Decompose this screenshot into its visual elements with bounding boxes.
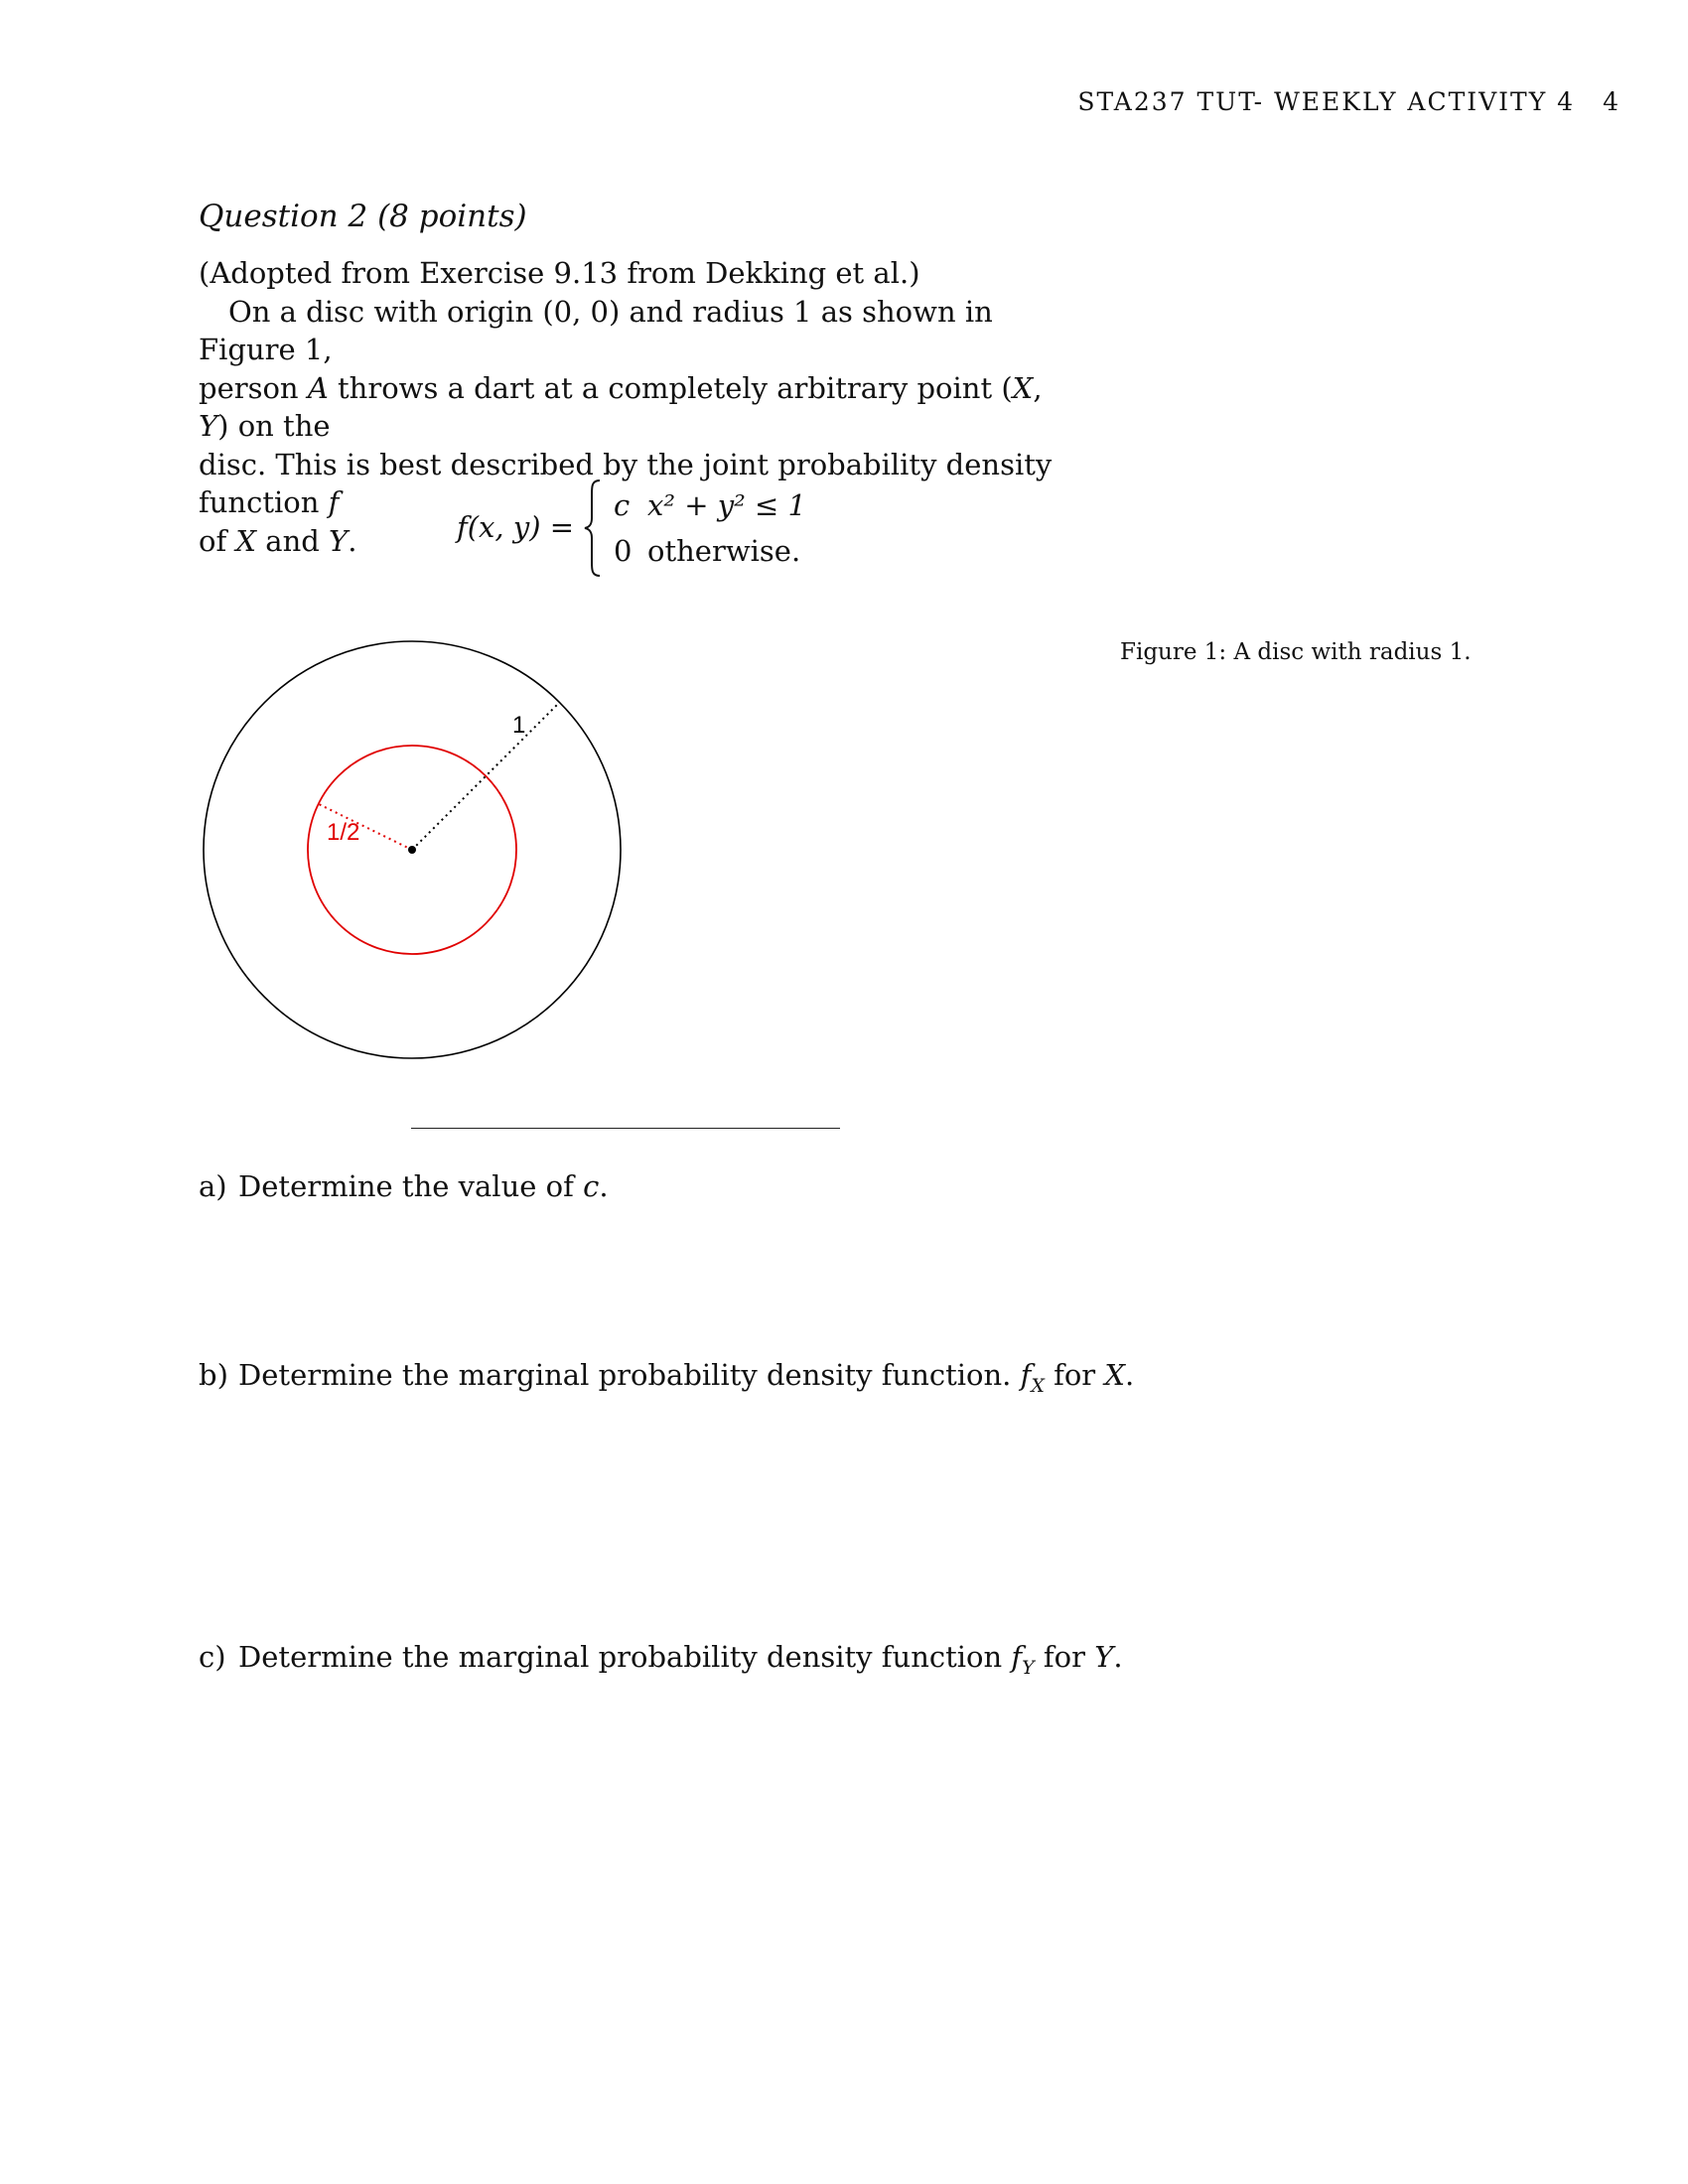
part-a-var: c (583, 1169, 600, 1203)
part-c (199, 1640, 1123, 1679)
case1-condition: x² + y² ≤ 1 (647, 488, 806, 522)
part-c-sub: Y (1022, 1656, 1035, 1679)
inner-radius-label: 1/2 (327, 819, 360, 846)
part-c-mid: for (1034, 1640, 1095, 1674)
part-b-label: b) (199, 1358, 228, 1392)
part-a (199, 1169, 609, 1203)
course-title: STA237 TUT- WEEKLY ACTIVITY 4 (1077, 87, 1576, 116)
part-b (199, 1358, 1134, 1397)
comma: , (1033, 370, 1043, 405)
part-c-label: c) (199, 1640, 226, 1674)
part-b-mid: for (1044, 1358, 1105, 1392)
part-b-end: . (1125, 1358, 1135, 1392)
question-text-s2a: person (199, 370, 308, 405)
origin-dot (408, 846, 416, 854)
page-number: 4 (1603, 87, 1618, 116)
pdf-formula (457, 477, 814, 581)
part-b-sub: X (1031, 1374, 1045, 1397)
part-b-text: Determine the marginal probability density function. (238, 1358, 1021, 1392)
question-text-s2b: throws a dart at a completely arbitrary point ( (328, 370, 1013, 405)
question-sentence-2 (199, 369, 1053, 446)
var-f: f (328, 485, 340, 519)
var-x: X (1012, 370, 1034, 405)
case2-condition: otherwise. (647, 534, 801, 568)
formula-lhs: f(x, y) = (457, 510, 575, 544)
question-text-s3a: disc. This is best described by the joint probability density function (199, 447, 1053, 519)
question-sentence-1 (199, 293, 1053, 369)
outer-radius-label: 1 (512, 712, 526, 739)
case1-value: c (614, 488, 631, 522)
part-c-fn: f (1011, 1640, 1023, 1674)
left-brace-icon (582, 478, 604, 578)
question-text-s4b: and (256, 523, 330, 558)
figure-caption: Figure 1: A disc with radius 1. (1120, 639, 1472, 665)
part-b-fn: f (1020, 1358, 1032, 1392)
question-text-s4c: . (348, 523, 357, 558)
part-c-text: Determine the marginal probability density function (238, 1640, 1012, 1674)
divider-line (411, 1128, 840, 1129)
part-a-label: a) (199, 1169, 227, 1203)
part-b-var: X (1104, 1358, 1126, 1392)
page-header (1053, 87, 1618, 116)
part-a-text: Determine the value of (238, 1169, 584, 1203)
var-a: A (307, 370, 329, 405)
var-y: Y (199, 409, 218, 443)
case2-value: 0 (614, 534, 633, 568)
part-c-var: Y (1094, 1640, 1114, 1674)
var-x-2: X (235, 523, 257, 558)
question-title: Question 2 (8 points) (199, 199, 527, 234)
var-y-2: Y (329, 523, 349, 558)
disc-figure (194, 631, 631, 1068)
part-a-end: . (599, 1169, 609, 1203)
question-source: (Adopted from Exercise 9.13 from Dekking et al.) (199, 256, 920, 290)
question-text-s2c: ) on the (217, 409, 331, 443)
question-text-s4a: of (199, 523, 236, 558)
question-text-s1: On a disc with origin (0, 0) and radius 1 as shown in Figure 1, (199, 294, 993, 366)
part-c-end: . (1113, 1640, 1123, 1674)
